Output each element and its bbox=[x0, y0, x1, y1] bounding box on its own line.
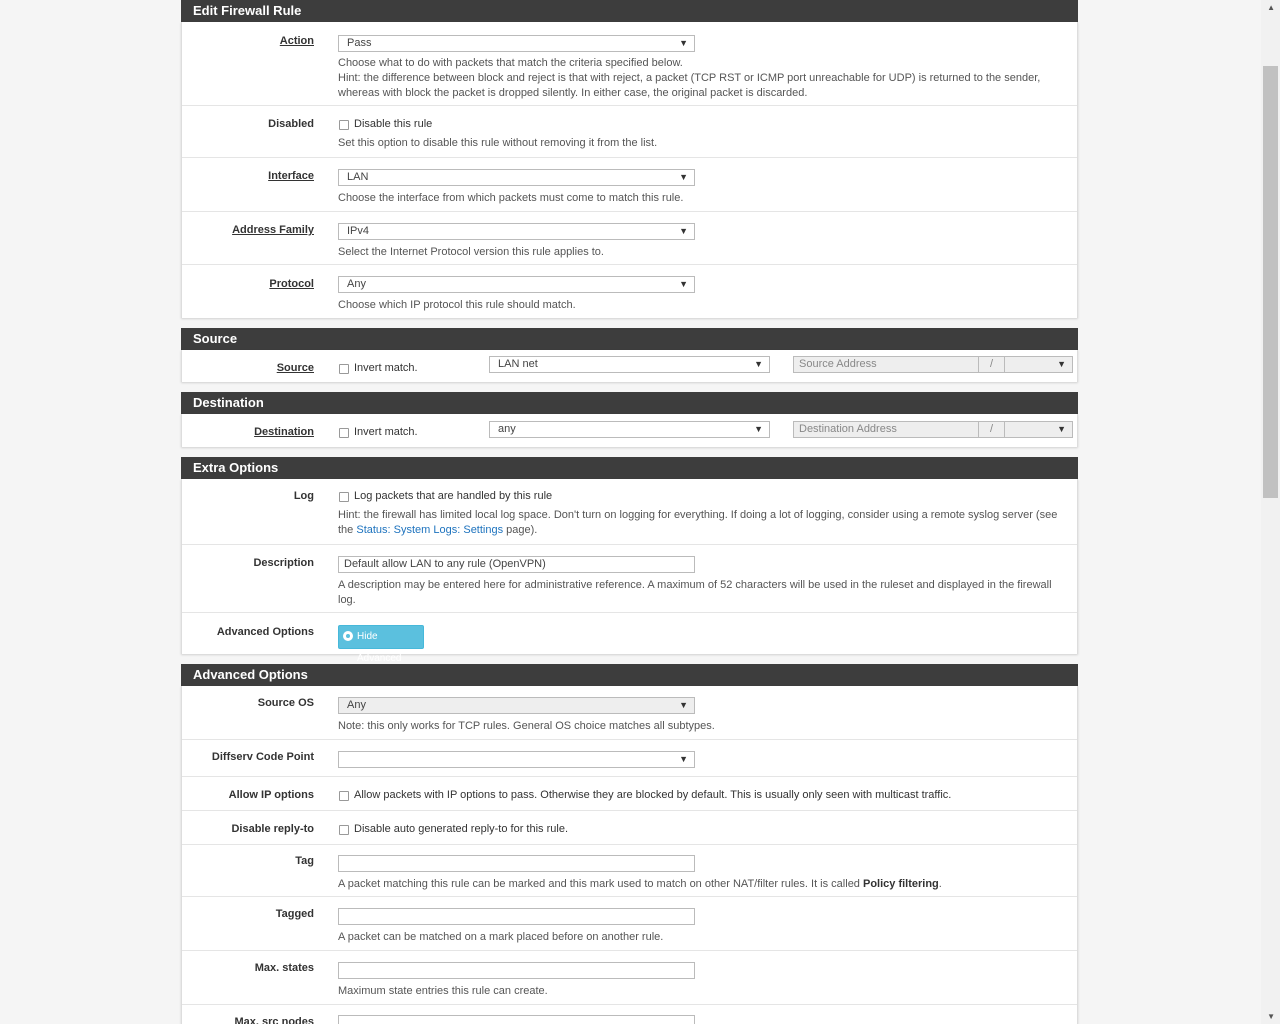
log-checkbox-label[interactable]: Log packets that are handled by this rule bbox=[354, 490, 553, 502]
dscp-select[interactable] bbox=[338, 751, 695, 768]
chevron-down-icon: ▼ bbox=[679, 279, 688, 289]
chevron-down-icon: ▼ bbox=[679, 226, 688, 236]
chevron-down-icon: ▼ bbox=[1057, 424, 1066, 434]
chevron-down-icon: ▼ bbox=[754, 424, 763, 434]
description-label: Description bbox=[253, 557, 314, 569]
max-states-help: Maximum state entries this rule can create. bbox=[338, 985, 548, 997]
tag-label: Tag bbox=[295, 855, 314, 867]
source-type-value: LAN net bbox=[498, 358, 538, 370]
source-mask-select[interactable] bbox=[1004, 356, 1073, 373]
dscp-label: Diffserv Code Point bbox=[211, 751, 314, 763]
description-help: A description may be entered here for administrative reference. A maximum of 52 characters will be used in the ruleset and displayed in the firewall log. bbox=[338, 579, 1052, 606]
system-logs-settings-link[interactable]: Status: System Logs: Settings bbox=[356, 524, 504, 536]
protocol-select[interactable] bbox=[338, 276, 695, 293]
advanced-options-panel bbox=[181, 686, 1078, 1024]
interface-value: LAN bbox=[347, 171, 369, 183]
tag-row bbox=[182, 845, 1077, 897]
max-states-label: Max. states bbox=[254, 962, 314, 974]
destination-invert-checkbox[interactable] bbox=[339, 428, 349, 438]
destination-slash: / bbox=[978, 421, 1005, 438]
hide-advanced-button[interactable]: Hide Advanced bbox=[338, 625, 424, 649]
scroll-up-icon[interactable]: ▲ bbox=[1267, 3, 1275, 12]
action-help: Choose what to do with packets that match the criteria specified below. Hint: the difference between block and reject is that with reject, a packet (TCP RST or ICMP port unreachable for UDP) is returned to the sender, whereas with block the packet is dropped silently. In either case, the original packet is discarded. bbox=[338, 57, 1041, 99]
source-address-input[interactable]: Source Address bbox=[793, 356, 979, 373]
address-family-row bbox=[182, 212, 1077, 265]
protocol-value: Any bbox=[347, 278, 366, 290]
advanced-options-label: Advanced Options bbox=[216, 626, 314, 638]
address-family-help: Select the Internet Protocol version this rule applies to. bbox=[338, 246, 604, 258]
destination-panel bbox=[181, 414, 1078, 447]
source-type-select[interactable] bbox=[489, 356, 770, 373]
interface-label[interactable]: Interface bbox=[268, 170, 314, 182]
interface-select[interactable] bbox=[338, 169, 695, 186]
interface-row bbox=[182, 158, 1077, 212]
tagged-row bbox=[182, 897, 1077, 951]
action-row bbox=[182, 22, 1077, 106]
source-os-value: Any bbox=[347, 699, 366, 711]
max-src-nodes-label: Max. src nodes bbox=[234, 1016, 314, 1024]
max-src-nodes-input[interactable] bbox=[338, 1015, 695, 1024]
edit-rule-header bbox=[181, 0, 1078, 22]
chevron-down-icon: ▼ bbox=[679, 38, 688, 48]
address-family-select[interactable] bbox=[338, 223, 695, 240]
log-row bbox=[182, 479, 1077, 545]
log-help: Hint: the firewall has limited local log space. Don't turn on logging for everything. If doing a lot of logging, consider using a remote syslog server (see the Status: System Logs: Settings page). bbox=[338, 509, 1058, 536]
destination-invert-label[interactable]: Invert match. bbox=[354, 426, 418, 438]
tagged-input[interactable] bbox=[338, 908, 695, 925]
destination-type-value: any bbox=[498, 423, 516, 435]
reply-to-row bbox=[182, 811, 1077, 845]
scroll-down-icon[interactable]: ▼ bbox=[1267, 1012, 1275, 1021]
tag-input[interactable] bbox=[338, 855, 695, 872]
section-title: Edit Firewall Rule bbox=[193, 3, 302, 18]
section-title: Destination bbox=[193, 395, 264, 410]
source-header bbox=[181, 328, 1078, 350]
address-family-label[interactable]: Address Family bbox=[232, 224, 314, 236]
max-states-row bbox=[182, 951, 1077, 1005]
source-os-select[interactable] bbox=[338, 697, 695, 714]
extra-options-header bbox=[181, 457, 1078, 479]
gear-icon bbox=[343, 631, 353, 641]
chevron-down-icon: ▼ bbox=[679, 700, 688, 710]
dscp-row bbox=[182, 740, 1077, 777]
destination-address-input[interactable]: Destination Address bbox=[793, 421, 979, 438]
address-family-value: IPv4 bbox=[347, 225, 370, 237]
tag-help: A packet matching this rule can be marked and this mark used to match on other NAT/filter rules. It is called Policy filtering. bbox=[338, 878, 942, 890]
ip-options-checkbox-label[interactable]: Allow packets with IP options to pass. Otherwise they are blocked by default. This is usually only seen with multicast traffic. bbox=[354, 789, 952, 801]
disabled-help: Set this option to disable this rule without removing it from the list. bbox=[338, 137, 658, 149]
interface-help: Choose the interface from which packets must come to match this rule. bbox=[338, 192, 684, 204]
disable-rule-checkbox[interactable] bbox=[339, 120, 349, 130]
protocol-label[interactable]: Protocol bbox=[269, 278, 314, 290]
advanced-toggle-row bbox=[182, 613, 1077, 664]
chevron-down-icon: ▼ bbox=[679, 172, 688, 182]
scrollbar[interactable] bbox=[1261, 0, 1280, 1024]
reply-to-checkbox[interactable] bbox=[339, 825, 349, 835]
chevron-down-icon: ▼ bbox=[1057, 359, 1066, 369]
log-label: Log bbox=[293, 490, 314, 502]
protocol-help: Choose which IP protocol this rule should match. bbox=[338, 299, 576, 311]
protocol-row bbox=[182, 265, 1077, 318]
scrollbar-thumb[interactable] bbox=[1263, 66, 1278, 498]
disable-rule-checkbox-label[interactable]: Disable this rule bbox=[354, 118, 433, 130]
source-os-label: Source OS bbox=[257, 697, 314, 709]
section-title: Extra Options bbox=[193, 460, 279, 475]
chevron-down-icon: ▼ bbox=[679, 754, 688, 764]
source-os-row bbox=[182, 686, 1077, 740]
chevron-down-icon: ▼ bbox=[754, 359, 763, 369]
source-invert-checkbox[interactable] bbox=[339, 364, 349, 374]
ip-options-label: Allow IP options bbox=[228, 789, 314, 801]
destination-header bbox=[181, 392, 1078, 414]
tagged-label: Tagged bbox=[275, 908, 314, 920]
source-slash: / bbox=[978, 356, 1005, 373]
edit-rule-panel bbox=[181, 22, 1078, 318]
disabled-label: Disabled bbox=[268, 118, 314, 130]
action-value: Pass bbox=[347, 37, 372, 49]
tagged-help: A packet can be matched on a mark placed before on another rule. bbox=[338, 931, 664, 943]
action-select[interactable] bbox=[338, 35, 695, 52]
source-invert-label[interactable]: Invert match. bbox=[354, 362, 418, 374]
extra-options-panel bbox=[181, 479, 1078, 664]
description-row bbox=[182, 545, 1077, 613]
description-input[interactable]: Default allow LAN to any rule (OpenVPN) bbox=[338, 556, 695, 573]
source-label[interactable]: Source bbox=[276, 362, 314, 374]
max-src-nodes-row bbox=[182, 1005, 1077, 1024]
destination-label[interactable]: Destination bbox=[254, 426, 314, 438]
ip-options-checkbox[interactable] bbox=[339, 791, 349, 801]
reply-to-label: Disable reply-to bbox=[231, 823, 314, 835]
destination-type-select[interactable] bbox=[489, 421, 770, 438]
action-label[interactable]: Action bbox=[279, 35, 314, 47]
source-os-help: Note: this only works for TCP rules. General OS choice matches all subtypes. bbox=[338, 720, 715, 732]
section-title: Advanced Options bbox=[193, 667, 308, 682]
destination-mask-select[interactable] bbox=[1004, 421, 1073, 438]
reply-to-checkbox-label[interactable]: Disable auto generated reply-to for this rule. bbox=[354, 823, 569, 835]
section-title: Source bbox=[193, 331, 238, 346]
max-states-input[interactable] bbox=[338, 962, 695, 979]
log-checkbox[interactable] bbox=[339, 492, 349, 502]
ip-options-row bbox=[182, 777, 1077, 811]
advanced-options-header bbox=[181, 664, 1078, 686]
source-panel bbox=[181, 350, 1078, 382]
disabled-row bbox=[182, 106, 1077, 158]
